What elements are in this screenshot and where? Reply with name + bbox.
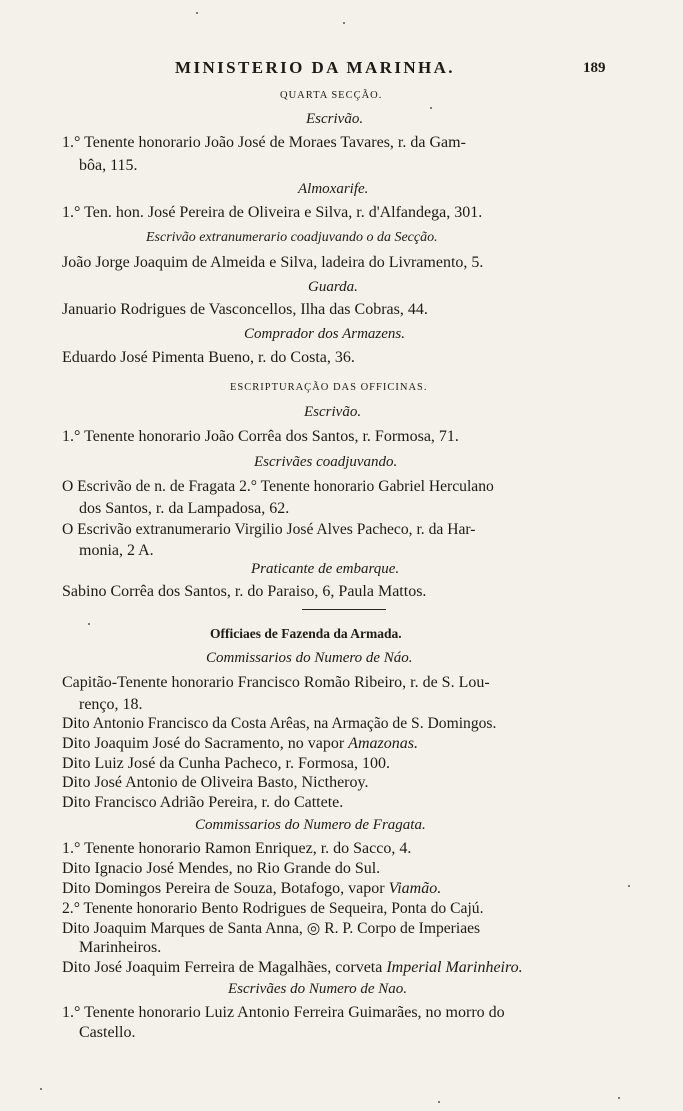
entry-line: Sabino Corrêa dos Santos, r. do Paraiso, 6, Paula Mattos. — [62, 583, 427, 600]
section-heading-escripturacao: ESCRIPTURAÇÃO DAS OFFICINAS. — [230, 382, 428, 393]
entry-line: 1.° Tenente honorario Ramon Enriquez, r. do Sacco, 4. — [62, 840, 412, 857]
entry-line: Dito Francisco Adrião Pereira, r. do Cattete. — [62, 794, 344, 811]
entry-line: Dito Ignacio José Mendes, no Rio Grande do Sul. — [62, 860, 381, 877]
entry-line: renço, 18. — [79, 696, 143, 713]
subheading-escrivao-extranumerario: Escrivão extranumerario coadjuvando o da Secção. — [146, 230, 438, 245]
entry-line: monia, 2 A. — [79, 542, 154, 559]
subheading-guarda: Guarda. — [308, 279, 358, 295]
paper-speck — [618, 1097, 620, 1099]
subheading-escrivao: Escrivão. — [306, 111, 364, 127]
section-heading-fazenda: Officiaes de Fazenda da Armada. — [210, 626, 402, 641]
entry-text: Dito José Joaquim Ferreira de Magalhães, corveta — [62, 959, 387, 976]
paper-speck — [40, 1088, 42, 1090]
entry-line: bôa, 115. — [79, 157, 138, 174]
subheading-almoxarife: Almoxarife. — [298, 181, 369, 197]
entry-line: Castello. — [79, 1024, 136, 1041]
entry-line — [62, 959, 523, 977]
section-heading-quarta-seccao: QUARTA SECÇÃO. — [280, 90, 383, 101]
entry-line: O Escrivão de n. de Fragata 2.° Tenente honorario Gabriel Herculano — [62, 478, 494, 495]
subheading-praticante: Praticante de embarque. — [251, 561, 400, 577]
entry-line: 1.° Tenente honorario João José de Moraes Tavares, r. da Gam- — [62, 134, 466, 151]
page-header-title: MINISTERIO DA MARINHA. — [175, 58, 455, 77]
subheading-escrivao: Escrivão. — [304, 404, 362, 420]
entry-line: Eduardo José Pimenta Bueno, r. do Costa, 36. — [62, 349, 355, 366]
entry-line: Januario Rodrigues de Vasconcellos, Ilha das Cobras, 44. — [62, 301, 428, 318]
subheading-commissarios-nao: Commissarios do Numero de Náo. — [206, 650, 413, 666]
paper-speck — [430, 107, 432, 109]
paper-speck — [343, 22, 345, 24]
entry-text: Dito Joaquim José do Sacramento, no vapor — [62, 735, 349, 752]
page-number: 189 — [583, 60, 606, 76]
entry-line: dos Santos, r. da Lampadosa, 62. — [79, 500, 290, 517]
entry-line: 2.° Tenente honorario Bento Rodrigues de Sequeira, Ponta do Cajú. — [62, 900, 484, 917]
entry-line: 1.° Tenente honorario Luiz Antonio Ferreira Guimarães, no morro do — [62, 1004, 505, 1021]
entry-line: Capitão-Tenente honorario Francisco Romão Ribeiro, r. de S. Lou- — [62, 674, 490, 691]
entry-line — [62, 735, 418, 753]
ship-name: Viamão. — [388, 880, 442, 897]
entry-line: João Jorge Joaquim de Almeida e Silva, ladeira do Livramento, 5. — [62, 254, 484, 271]
entry-line: 1.° Tenente honorario João Corrêa dos Santos, r. Formosa, 71. — [62, 428, 459, 445]
subheading-comprador: Comprador dos Armazens. — [244, 326, 405, 342]
ship-name: Imperial Marinheiro. — [386, 959, 523, 976]
ship-name: Amazonas. — [348, 735, 418, 752]
subheading-escrivaes-coadjuvando: Escrivães coadjuvando. — [254, 454, 398, 470]
entry-line: Marinheiros. — [79, 939, 162, 956]
paper-speck — [196, 12, 198, 14]
paper-speck — [628, 885, 630, 887]
subheading-escrivaes-nao: Escrivães do Numero de Nao. — [228, 981, 408, 997]
entry-line: Dito Joaquim Marques de Santa Anna, ◎ R. P. Corpo de Imperiaes — [62, 920, 481, 937]
entry-line: Dito José Antonio de Oliveira Basto, Nictheroy. — [62, 774, 369, 791]
paper-speck — [438, 1101, 440, 1103]
entry-text: Dito Domingos Pereira de Souza, Botafogo, vapor — [62, 880, 389, 897]
entry-line — [62, 880, 441, 898]
paper-speck — [88, 623, 90, 625]
subheading-commissarios-fragata: Commissarios do Numero de Fragata. — [195, 817, 426, 833]
entry-line: 1.° Ten. hon. José Pereira de Oliveira e Silva, r. d'Alfandega, 301. — [62, 204, 483, 221]
section-divider — [302, 609, 386, 610]
entry-line: O Escrivão extranumerario Virgilio José Alves Pacheco, r. da Har- — [62, 521, 476, 538]
entry-line: Dito Luiz José da Cunha Pacheco, r. Formosa, 100. — [62, 755, 390, 772]
entry-line: Dito Antonio Francisco da Costa Arêas, na Armação de S. Domingos. — [62, 715, 497, 732]
